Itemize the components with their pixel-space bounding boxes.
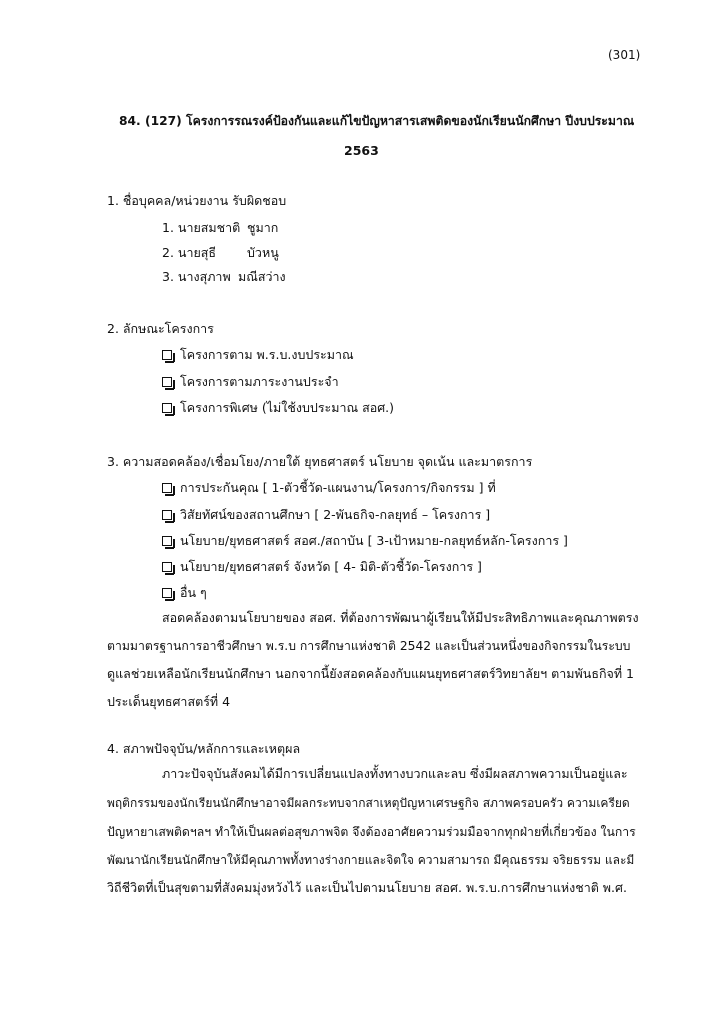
person-surname: บัวหนู bbox=[247, 245, 279, 260]
section4-paragraph-line: พฤติกรรมของนักเรียนนักศึกษาอาจมีผลกระทบจากสาเหตุปัญหาเศรษฐกิจ สภาพครอบครัว ความเครียด bbox=[107, 796, 630, 810]
section4-paragraph-line: วิถีชีวิตที่เป็นสุขตามที่สังคมมุ่งหวังไว้ และเป็นไปตามนโยบาย สอศ. พ.ร.บ.การศึกษาแห่งชาติ พ.ศ. bbox=[107, 880, 627, 895]
project-title-line2: 2563 bbox=[344, 143, 379, 158]
checkbox-icon[interactable] bbox=[162, 403, 172, 413]
person-surname: ชูมาก bbox=[247, 220, 279, 235]
section4-paragraph-line: ภาวะปัจจุบันสังคมได้มีการเปลี่ยนแปลงทั้งทางบวกและลบ ซึ่งมีผลสภาพความเป็นอยู่และ bbox=[162, 766, 628, 781]
section4-paragraph-line: พัฒนานักเรียนนักศึกษาให้มีคุณภาพทั้งทางร่างกายและจิตใจ ความสามารถ มีคุณธรรม จริยธรรม และมี bbox=[107, 853, 635, 867]
option-label: โครงการตามภาระงานประจำ bbox=[180, 374, 339, 389]
project-type-option[interactable] bbox=[162, 346, 354, 364]
alignment-option[interactable] bbox=[162, 584, 207, 602]
checkbox-icon[interactable] bbox=[162, 536, 172, 546]
project-type-option[interactable] bbox=[162, 399, 394, 417]
checkbox-icon[interactable] bbox=[162, 350, 172, 360]
alignment-option[interactable] bbox=[162, 558, 482, 576]
section3-paragraph-line: ตามมาตรฐานการอาชีวศึกษา พ.ร.บ การศึกษาแห่งชาติ 2542 และเป็นส่วนหนึ่งของกิจกรรมในระบบ bbox=[107, 639, 631, 653]
project-title-line1: 84. (127) โครงการรณรงค์ป้องกันและแก้ไขปัญหาสารเสพติดของนักเรียนนักศึกษา ปีงบประมาณ bbox=[119, 114, 635, 128]
section2-heading: 2. ลักษณะโครงการ bbox=[107, 321, 214, 336]
option-label: นโยบาย/ยุทธศาสตร์ สอศ./สถาบัน [ 3-เป้าหมาย-กลยุทธ์หลัก-โครงการ ] bbox=[180, 533, 568, 548]
person-name: 1. นายสมชาติ bbox=[162, 220, 241, 235]
page-number: (301) bbox=[608, 48, 641, 62]
section4-paragraph-line: ปัญหายาเสพติดฯลฯ ทำให้เป็นผลต่อสุขภาพจิต จึงต้องอาศัยความร่วมมือจากทุกฝ่ายที่เกี่ยวข้อง ในการ bbox=[107, 825, 636, 839]
option-label: อื่น ๆ bbox=[180, 585, 207, 600]
checkbox-icon[interactable] bbox=[162, 588, 172, 598]
project-type-option[interactable] bbox=[162, 373, 339, 391]
section3-paragraph-line: ดูแลช่วยเหลือนักเรียนนักศึกษา นอกจากนี้ยังสอดคล้องกับแผนยุทธศาสตร์วิทยาลัยฯ ตามพันธกิจที่ 1 bbox=[107, 666, 635, 681]
checkbox-icon[interactable] bbox=[162, 377, 172, 387]
option-label: วิสัยทัศน์ของสถานศึกษา [ 2-พันธกิจ-กลยุทธ์ – โครงการ ] bbox=[180, 507, 491, 522]
person-surname: มณีสว่าง bbox=[238, 269, 286, 284]
section1-heading: 1. ชื่อบุคคล/หน่วยงาน รับผิดชอบ bbox=[107, 193, 287, 208]
checkbox-icon[interactable] bbox=[162, 510, 172, 520]
alignment-option[interactable] bbox=[162, 532, 568, 550]
alignment-option[interactable] bbox=[162, 479, 496, 497]
option-label: โครงการพิเศษ (ไม่ใช้งบประมาณ สอศ.) bbox=[180, 400, 394, 415]
checkbox-icon[interactable] bbox=[162, 562, 172, 572]
section3-paragraph-line: ประเด็นยุทธศาสตร์ที่ 4 bbox=[107, 694, 231, 709]
person-name: 3. นางสุภาพ bbox=[162, 269, 231, 284]
alignment-option[interactable] bbox=[162, 506, 490, 524]
section3-heading: 3. ความสอดคล้อง/เชื่อมโยง/ภายใต้ ยุทธศาสตร์ นโยบาย จุดเน้น และมาตรการ bbox=[107, 454, 533, 469]
checkbox-icon[interactable] bbox=[162, 483, 172, 493]
option-label: โครงการตาม พ.ร.บ.งบประมาณ bbox=[180, 347, 354, 362]
option-label: นโยบาย/ยุทธศาสตร์ จังหวัด [ 4- มิติ-ตัวชี้วัด-โครงการ ] bbox=[180, 559, 482, 574]
option-label: การประกันคุณ [ 1-ตัวชี้วัด-แผนงาน/โครงการ/กิจกรรม ] ที่ bbox=[180, 480, 496, 495]
section4-heading: 4. สภาพปัจจุบัน/หลักการและเหตุผล bbox=[107, 741, 301, 756]
person-name: 2. นายสุธี bbox=[162, 245, 217, 260]
section3-paragraph-line: สอดคล้องตามนโยบายของ สอศ. ที่ต้องการพัฒนาผู้เรียนให้มีประสิทธิภาพและคุณภาพตรง bbox=[162, 610, 639, 625]
